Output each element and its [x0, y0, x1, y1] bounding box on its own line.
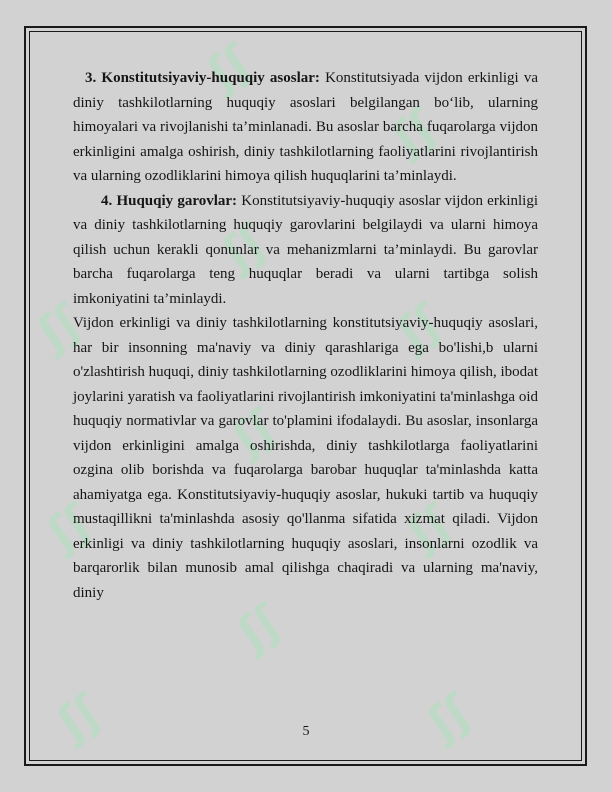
document-body	[73, 66, 538, 605]
paragraph-text: Konstitutsiyada vijdon erkinligi va diniy tashkilotlarning huquqiy asoslari belgilangan bo‘lib, ularning himoyalari va rivojlanishi ta’minlanadi. Bu asoslar barcha fuqarolarga vijdon erkinligini amalga oshirish, diniy tashkilotlarning faoliyatlarini rivojlantirish va ularning ozodliklarini himoya qilish huquqlarini ta’minlaydi.	[73, 70, 538, 184]
watermark-logo-icon: ʃʃ	[417, 683, 481, 751]
page-number: 5	[302, 724, 310, 739]
paragraph-text: Konstitutsiyaviy-huquqiy asoslar vijdon erkinligi va diniy tashkilotlarning huquqiy garovlarini belgilaydi va ularni himoya qilish uchun kerakli qonunlar va mehanizmlarni ta’minlaydi. Bu garovlar barcha fuqarolarga teng huquqlar beradi va ularni tartibga solish imkoniyatini ta’minlaydi.	[73, 192, 538, 307]
paragraph-summary	[73, 311, 538, 605]
paragraph-constitutional-bases	[73, 66, 538, 189]
watermark-logo-icon: ʃʃ	[397, 493, 461, 561]
paragraph-heading: 3. Konstitutsiyaviy-huquqiy asoslar:	[85, 70, 320, 86]
watermark-logo-icon: ʃʃ	[227, 593, 291, 661]
watermark-logo-icon: ʃʃ	[27, 293, 91, 361]
paragraph-legal-guarantees	[73, 189, 538, 312]
watermark-logo-icon: ʃʃ	[47, 683, 111, 751]
watermark-logo-icon: ʃʃ	[387, 293, 451, 361]
watermark-logo-icon: ʃʃ	[197, 33, 261, 101]
watermark-logo-icon: ʃʃ	[382, 98, 446, 166]
watermark-logo-icon: ʃʃ	[222, 398, 286, 466]
watermark-logo-icon: ʃʃ	[212, 213, 276, 281]
paragraph-text: Vijdon erkinligi va diniy tashkilotlarning konstitutsiyaviy-huquqiy asoslari, har bir insonning ma'naviy va diniy qarashlariga ega bo'lishi,b ularni o'zlashtirish huquqi, diniy tashkilotlarning ozodliklarini himoya qilish, ibodat joylarini yaratish va faoliyatlarini rivojlantirish imkoniyatini ta'minlashga oid huquqiy normativlar va garovlar to'plamini ifodalaydi. Bu asoslar, insonlarga vijdon erkinligini amalga oshirishda, diniy tashkilotlarga faoliyatlarini ozgina olib borishda va fuqarolarga barobar huquqlar ta'minlashda katta ahamiyatga ega. Konstitutsiyaviy-huquqiy asoslar, hukuki tartib va huquqiy mustaqillikni ta'minlashda asosiy qo'llanma sifatida xizmat qiladi. Vijdon erkinligi va diniy tashkilotlarning huquqiy asoslari, insonlarni ozodlik va barqarorlik bilan munosib amal qilishga chaqiradi va ularning ma'naviy, diniy	[73, 315, 538, 601]
watermark-logo-icon: ʃʃ	[37, 493, 101, 561]
paragraph-heading: 4. Huquqiy garovlar:	[101, 192, 238, 209]
